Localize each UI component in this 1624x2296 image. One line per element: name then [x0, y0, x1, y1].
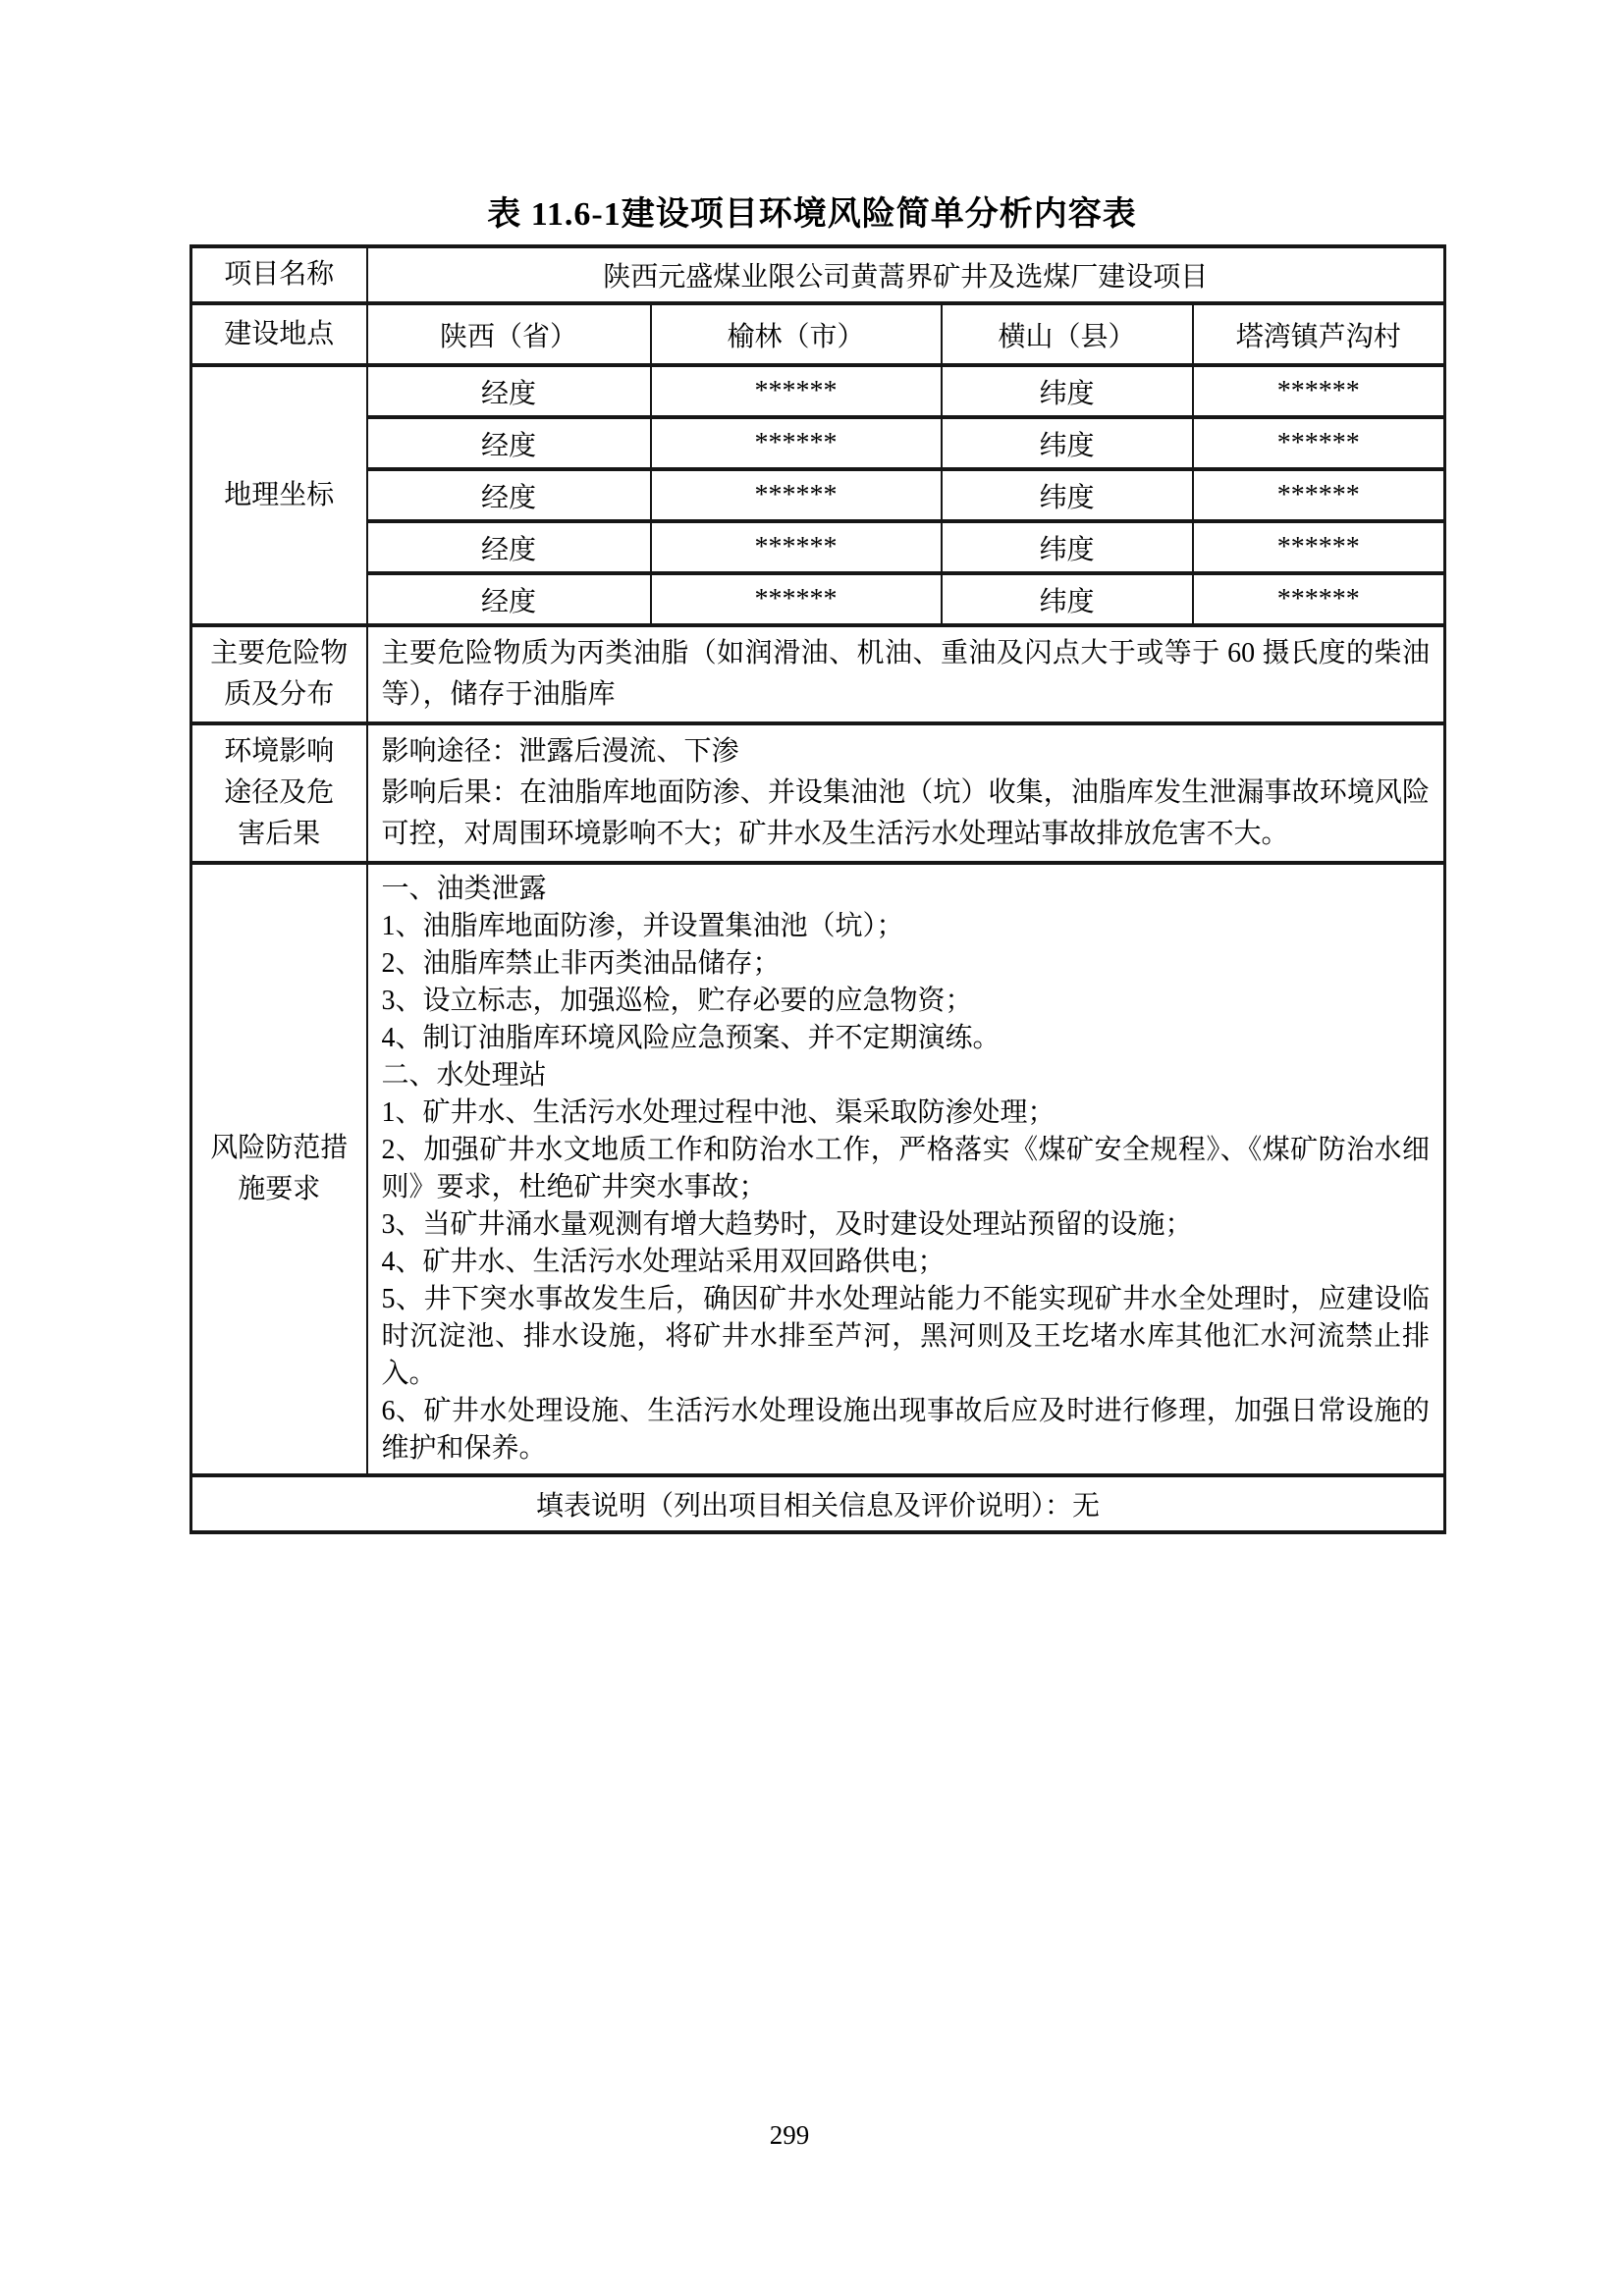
- measures-line: 2、加强矿井水文地质工作和防治水工作，严格落实《煤矿安全规程》、《煤矿防治水细则》要求，杜绝矿井突水事故；: [381, 1135, 1431, 1202]
- latitude-value: ******: [1193, 521, 1445, 573]
- page-number: 299: [769, 2120, 810, 2150]
- table-row-coordinates-5: [191, 573, 1445, 625]
- table-row-hazards: [191, 625, 1445, 723]
- longitude-label: 经度: [367, 521, 651, 573]
- hazards-label-line: 主要危险物: [210, 638, 349, 668]
- impact-label-line: 环境影响: [224, 736, 335, 767]
- impact-value: [367, 723, 1445, 863]
- impact-label: [191, 723, 367, 863]
- location-city: 榆林（市）: [651, 303, 942, 365]
- hazards-label: [191, 625, 367, 723]
- table-row-location: [191, 303, 1445, 365]
- longitude-label: 经度: [367, 469, 651, 521]
- measures-line: 1、油脂库地面防渗，并设置集油池（坑）；: [381, 911, 904, 941]
- latitude-label: 纬度: [942, 469, 1193, 521]
- measures-line: 3、设立标志，加强巡检，贮存必要的应急物资；: [381, 986, 973, 1016]
- location-province: 陕西（省）: [367, 303, 651, 365]
- latitude-label: 纬度: [942, 521, 1193, 573]
- measures-value: [367, 863, 1445, 1475]
- measures-line: 2、油脂库禁止非丙类油品储存；: [381, 948, 781, 979]
- longitude-label: 经度: [367, 573, 651, 625]
- project-name-value: 陕西元盛煤业限公司黄蒿界矿井及选煤厂建设项目: [367, 246, 1445, 303]
- table-row-coordinates-4: [191, 521, 1445, 573]
- measures-line: 4、矿井水、生活污水处理站采用双回路供电；: [381, 1247, 946, 1277]
- measures-line: 3、当矿井涌水量观测有增大趋势时，及时建设处理站预留的设施；: [381, 1209, 1193, 1240]
- longitude-label: 经度: [367, 365, 651, 417]
- latitude-value: ******: [1193, 417, 1445, 469]
- page-title: 表 11.6-1建设项目环境风险简单分析内容表: [487, 196, 1137, 233]
- longitude-value: ******: [651, 573, 942, 625]
- risk-analysis-table: [189, 244, 1446, 1534]
- measures-label-line: 施要求: [238, 1174, 321, 1204]
- latitude-label: 纬度: [942, 417, 1193, 469]
- longitude-value: ******: [651, 469, 942, 521]
- measures-line: 1、矿井水、生活污水处理过程中池、渠采取防渗处理；: [381, 1097, 1056, 1128]
- table-row-impact: [191, 723, 1445, 863]
- table-row-coordinates-1: [191, 365, 1445, 417]
- longitude-value: ******: [651, 521, 942, 573]
- measures-line: 4、制订油脂库环境风险应急预案、并不定期演练。: [381, 1023, 1001, 1053]
- impact-consequence: 影响后果：在油脂库地面防渗、并设集油池（坑）收集，油脂库发生泄漏事故环境风险可控，对周围环境影响不大；矿井水及生活污水处理站事故排放危害不大。: [381, 777, 1431, 849]
- measures-line: 5、井下突水事故发生后，确因矿井水处理站能力不能实现矿井水全处理时，应建设临时沉淀池、排水设施，将矿井水排至芦河，黑河则及王圪堵水库其他汇水河流禁止排入。: [381, 1284, 1431, 1389]
- notes-value: 填表说明（列出项目相关信息及评价说明）：无: [191, 1475, 1445, 1532]
- table-row-coordinates-3: [191, 469, 1445, 521]
- coordinates-label: 地理坐标: [191, 365, 367, 625]
- measures-line: 6、矿井水处理设施、生活污水处理设施出现事故后应及时进行修理，加强日常设施的维护和保养。: [381, 1396, 1431, 1464]
- latitude-value: ******: [1193, 573, 1445, 625]
- table-row-coordinates-2: [191, 417, 1445, 469]
- hazards-value: 主要危险物质为丙类油脂（如润滑油、机油、重油及闪点大于或等于 60 摄氏度的柴油等），储存于油脂库: [367, 625, 1445, 723]
- project-name-label: 项目名称: [191, 246, 367, 303]
- measures-line: 二、水处理站: [381, 1060, 547, 1091]
- latitude-label: 纬度: [942, 573, 1193, 625]
- longitude-value: ******: [651, 417, 942, 469]
- impact-label-line: 害后果: [238, 819, 321, 849]
- longitude-value: ******: [651, 365, 942, 417]
- table-row-project-name: [191, 246, 1445, 303]
- table-row-notes: [191, 1475, 1445, 1532]
- table-row-measures: [191, 863, 1445, 1475]
- measures-label-line: 风险防范措: [210, 1133, 349, 1163]
- location-label: 建设地点: [191, 303, 367, 365]
- location-county: 横山（县）: [942, 303, 1193, 365]
- measures-line: 一、油类泄露: [381, 874, 547, 904]
- location-village: 塔湾镇芦沟村: [1193, 303, 1445, 365]
- hazards-label-line: 质及分布: [224, 679, 335, 710]
- measures-label: [191, 863, 367, 1475]
- impact-label-line: 途径及危: [224, 777, 335, 808]
- impact-pathway: 影响途径：泄露后漫流、下渗: [381, 736, 739, 767]
- latitude-value: ******: [1193, 365, 1445, 417]
- latitude-label: 纬度: [942, 365, 1193, 417]
- longitude-label: 经度: [367, 417, 651, 469]
- latitude-value: ******: [1193, 469, 1445, 521]
